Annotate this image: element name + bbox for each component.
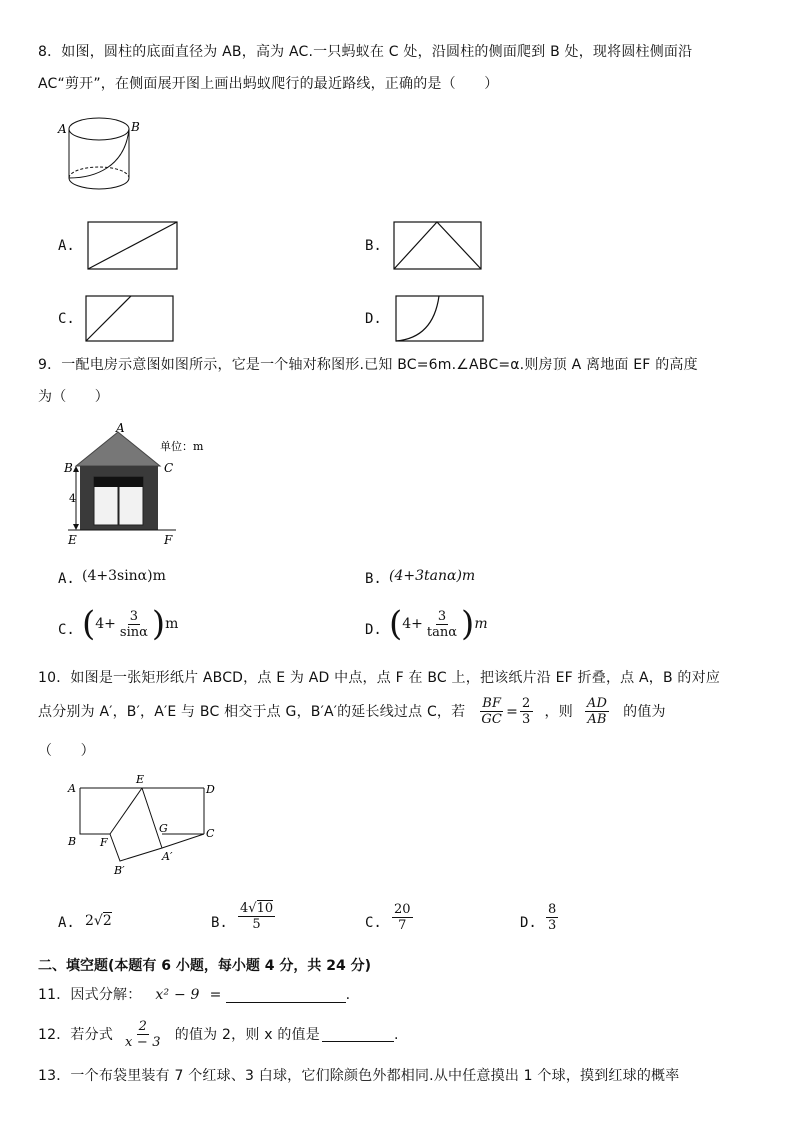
q9-option-B-expr[interactable]: (4+3tanα)m — [389, 568, 476, 584]
q10c-den: 7 — [398, 918, 407, 933]
q9-label-F: F — [164, 533, 173, 547]
q8-text-line1: 8．如图，圆柱的底面直径为 AB，高为 AC.一只蚂蚁在 C 处，沿圆柱的侧面爬到 B 处，现将圆柱侧面沿 — [38, 44, 693, 60]
q10-text-line3: （ ） — [38, 743, 95, 759]
q11-post: . — [345, 987, 351, 1003]
q12-mid: 的值为 2，则 x 的值是 — [174, 1026, 320, 1043]
q10-option-A-label[interactable]: A. — [58, 915, 75, 931]
q10-label-A: A — [68, 782, 76, 795]
q10-label-D: D — [206, 783, 215, 796]
q10c-num: 20 — [394, 902, 411, 917]
q10-label-A-prime: A′ — [162, 850, 173, 863]
q9-house-figure — [58, 422, 223, 550]
q9-text-line1: 9．一配电房示意图如图所示，它是一个轴对称图形.已知 BC=6m.∠ABC=α.则房顶 A 离地面 EF 的高度 — [38, 357, 698, 373]
q10-fold-figure — [62, 770, 222, 880]
q9-label-A: A — [116, 422, 125, 435]
q8-option-B-figure[interactable] — [393, 221, 483, 272]
q12-den: x − 3 — [125, 1035, 161, 1050]
q9-text-line2: 为（ ） — [38, 389, 109, 405]
q10-line2-post: 的值为 — [623, 703, 666, 720]
q13-text-line1: 13．一个布袋里装有 7 个红球、3 白球，它们除颜色外都相同.从中任意摸出 1 个球，摸到红球的概率 — [38, 1068, 680, 1084]
q9d-num: 3 — [437, 608, 447, 624]
q11-line — [38, 985, 350, 1005]
q10-label-F: F — [100, 836, 108, 849]
q8-label-B: B — [131, 120, 140, 134]
q8-cylinder-figure — [55, 112, 145, 197]
q9-label-C: C — [164, 461, 174, 475]
q12-post: . — [393, 1026, 399, 1043]
q12-pre: 12．若分式 — [38, 1026, 114, 1043]
q10d-num: 8 — [548, 902, 557, 917]
q10-ratio1-num: BF — [482, 696, 502, 711]
q12-line — [38, 1019, 399, 1050]
q12-fraction — [123, 1019, 163, 1050]
right-paren: ) — [151, 604, 166, 644]
q10-line2-mid: ，则 — [544, 703, 573, 720]
q11-pre: 11．因式分解： — [38, 987, 142, 1003]
section-2-heading: 二、填空题(本题有 6 小题，每小题 4 分，共 24 分) — [38, 958, 372, 974]
q10-ratio1-vden: 3 — [522, 712, 531, 727]
q8-option-A-label[interactable]: A. — [58, 238, 75, 254]
q10-option-C-label[interactable]: C. — [365, 915, 382, 931]
q10-label-C: C — [206, 827, 215, 840]
q10b-num-coef: 4 — [240, 901, 249, 916]
q12-num: 2 — [138, 1019, 148, 1034]
q10-label-B-prime: B′ — [114, 864, 125, 877]
q10-ratio1-den: GC — [481, 712, 503, 727]
q10d-den: 3 — [548, 918, 557, 933]
q10-ratio2-num: AD — [586, 696, 608, 711]
q10-ratio1-vnum: 2 — [522, 696, 531, 711]
q10-ratio1-eq: = — [506, 703, 519, 720]
q9-option-A-label[interactable]: A. — [58, 571, 75, 587]
q9d-fraction — [425, 609, 459, 640]
q9-option-C-label[interactable]: C. — [58, 622, 75, 638]
sqrt-icon: √ — [93, 913, 103, 929]
q10b-num-radicand: 10 — [256, 901, 274, 916]
q9c-den: sinα — [119, 624, 148, 640]
q8-option-D-figure[interactable] — [395, 295, 485, 343]
q9-label-E: E — [68, 533, 77, 547]
q10-label-E: E — [136, 773, 145, 786]
q8-option-A-figure[interactable] — [87, 221, 179, 272]
q10-text-line1: 10．如图是一张矩形纸片 ABCD，点 E 为 AD 中点，点 F 在 BC 上，把该纸片沿 EF 折叠，点 A，B 的对应 — [38, 670, 721, 686]
q9d-unit: m — [474, 616, 488, 632]
left-paren: ( — [389, 604, 403, 644]
q10-option-D-label[interactable]: D. — [520, 915, 537, 931]
left-paren: ( — [82, 604, 96, 644]
q10-text-line2 — [38, 696, 666, 727]
q10-option-B-label[interactable]: B. — [211, 915, 228, 931]
q10-ratio1-value — [520, 696, 532, 727]
q10-label-B: B — [68, 835, 77, 848]
q10-option-C-expr[interactable] — [390, 902, 415, 933]
q10-ratio1-fraction — [479, 696, 504, 727]
right-paren: ) — [461, 604, 475, 644]
q9-unit-label: 单位：m — [160, 440, 204, 453]
q10-option-B-expr[interactable] — [236, 901, 277, 932]
q11-eq: = — [209, 987, 222, 1003]
q8-option-D-label[interactable]: D. — [365, 311, 382, 327]
q8-text-line2: AC“剪开”，在侧面展开图上画出蚂蚁爬行的最近路线，正确的是（ ） — [38, 76, 499, 92]
q10-option-A-expr[interactable] — [85, 913, 112, 929]
q10d-fraction — [546, 902, 558, 933]
q9-option-B-label[interactable]: B. — [365, 571, 382, 587]
q11-answer-blank[interactable] — [226, 988, 346, 1003]
q10-label-G: G — [159, 822, 168, 835]
q10c-fraction — [392, 902, 413, 933]
q8-option-C-label[interactable]: C. — [58, 311, 75, 327]
q9-option-D-label[interactable]: D. — [365, 622, 382, 638]
q10-option-D-expr[interactable] — [544, 902, 560, 933]
q9-height-label: 4 — [69, 492, 76, 505]
q9c-unit: m — [165, 616, 179, 632]
q9c-fraction — [118, 609, 150, 640]
q9d-pre: 4+ — [402, 616, 423, 632]
q10b-num — [238, 901, 275, 917]
q9-option-A-expr[interactable]: (4+3sinα)m — [82, 568, 166, 584]
q10-ratio2-fraction — [585, 696, 609, 727]
q11-expr: x² − 9 — [155, 987, 200, 1003]
q8-label-A: A — [58, 122, 67, 136]
q8-option-B-label[interactable]: B. — [365, 238, 382, 254]
q9c-pre: 4+ — [95, 616, 116, 632]
q10a-coef: 2 — [85, 913, 94, 929]
q9-label-B: B — [64, 461, 73, 475]
sqrt-icon: √ — [248, 901, 257, 916]
q10b-fraction — [238, 901, 275, 932]
q9d-den: tanα — [426, 624, 458, 640]
q9-option-D-expr[interactable] — [389, 604, 488, 644]
q10a-radicand: 2 — [102, 913, 112, 929]
q8-option-C-figure[interactable] — [85, 295, 175, 343]
q10b-den: 5 — [252, 917, 261, 932]
q9c-num: 3 — [129, 608, 139, 624]
q10-ratio2-den: AB — [587, 712, 607, 727]
q9-option-C-expr[interactable] — [82, 604, 179, 644]
q12-answer-blank[interactable] — [322, 1027, 394, 1042]
q10-line2-pre: 点分别为 A′，B′，A′E 与 BC 相交于点 G，B′A′的延长线过点 C，若 — [38, 703, 466, 720]
